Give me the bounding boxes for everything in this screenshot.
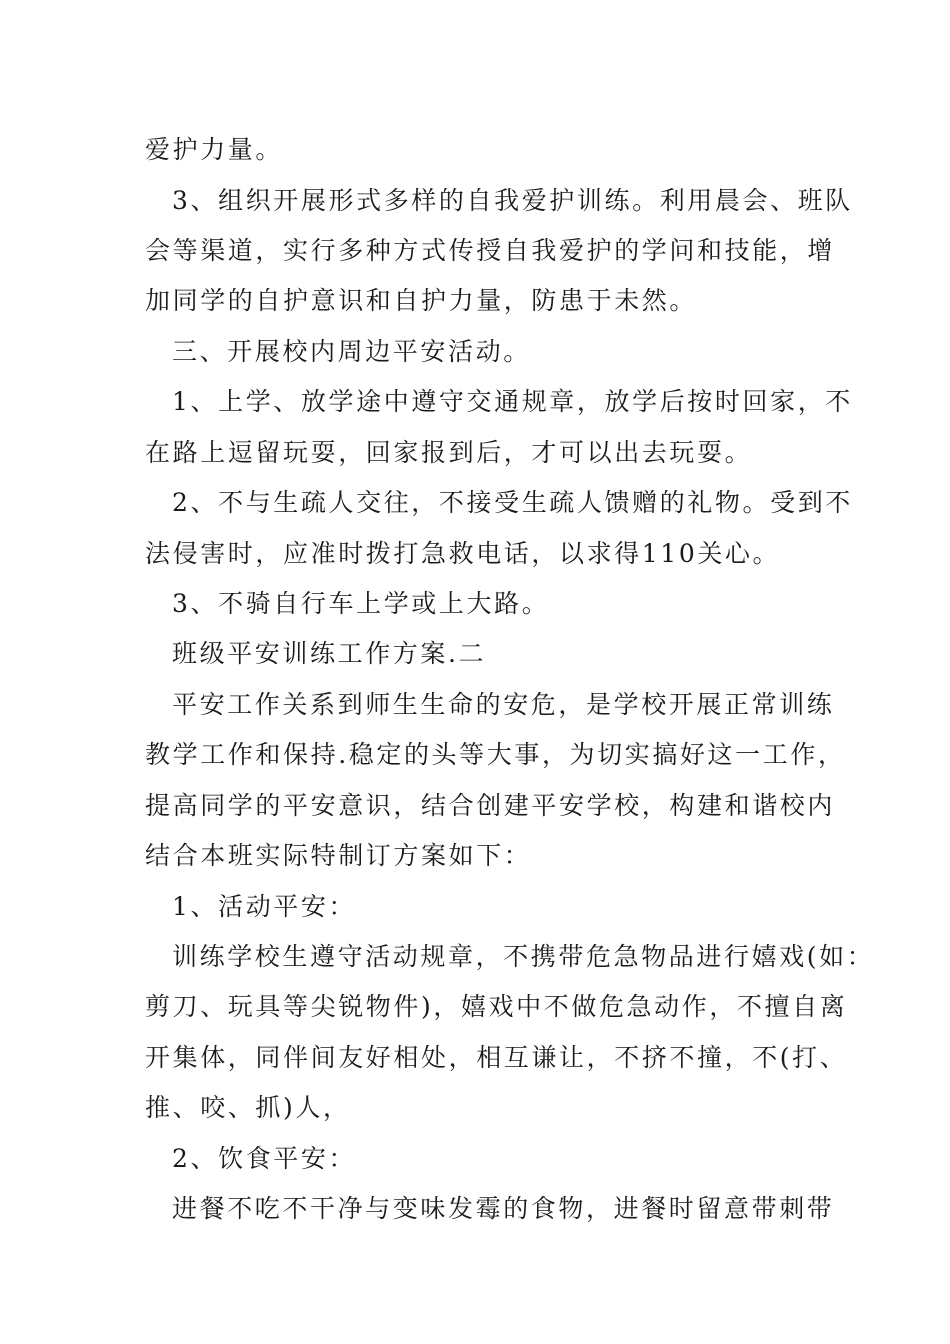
text-line: 1、活动平安： [172, 892, 357, 921]
text-line: 3、不骑自行车上学或上大路。 [172, 589, 550, 618]
text-line: 剪刀、玩具等尖锐物件)，嬉戏中不做危急动作，不擅自离 [145, 992, 848, 1021]
text-line: 2、不与生疏人交往，不接受生疏人馈赠的礼物。受到不 [172, 488, 853, 517]
text-line: 班级平安训练工作方案.二 [172, 639, 487, 668]
text-line: 2、饮食平安： [172, 1144, 357, 1173]
text-line: 加同学的自护意识和自护力量，防患于未然。 [145, 286, 698, 315]
text-line: 结合本班实际特制订方案如下： [145, 841, 532, 870]
text-line: 推、咬、抓)人， [145, 1093, 351, 1122]
text-line: 法侵害时，应准时拨打急救电话，以求得110关心。 [145, 539, 781, 568]
text-line: 进餐不吃不干净与变味发霉的食物，进餐时留意带刺带 [172, 1194, 835, 1223]
text-line: 开集体，同伴间友好相处，相互谦让，不挤不撞，不(打、 [145, 1043, 848, 1072]
text-line: 三、开展校内周边平安活动。 [172, 337, 531, 366]
text-line: 教学工作和保持.稳定的头等大事，为切实搞好这一工作， [145, 740, 846, 769]
text-line: 3、组织开展形式多样的自我爱护训练。利用晨会、班队 [172, 186, 853, 215]
text-line: 平安工作关系到师生生命的安危，是学校开展正常训练 [172, 690, 835, 719]
text-line: 提高同学的平安意识，结合创建平安学校，构建和谐校内 [145, 791, 836, 820]
text-line: 在路上逗留玩耍，回家报到后，才可以出去玩耍。 [145, 438, 753, 467]
text-line: 训练学校生遵守活动规章，不携带危急物品进行嬉戏(如： [172, 942, 875, 971]
text-line: 会等渠道，实行多种方式传授自我爱护的学问和技能，增 [145, 236, 836, 265]
text-line: 1、上学、放学途中遵守交通规章，放学后按时回家，不 [172, 387, 853, 416]
text-line: 爱护力量。 [145, 135, 284, 164]
